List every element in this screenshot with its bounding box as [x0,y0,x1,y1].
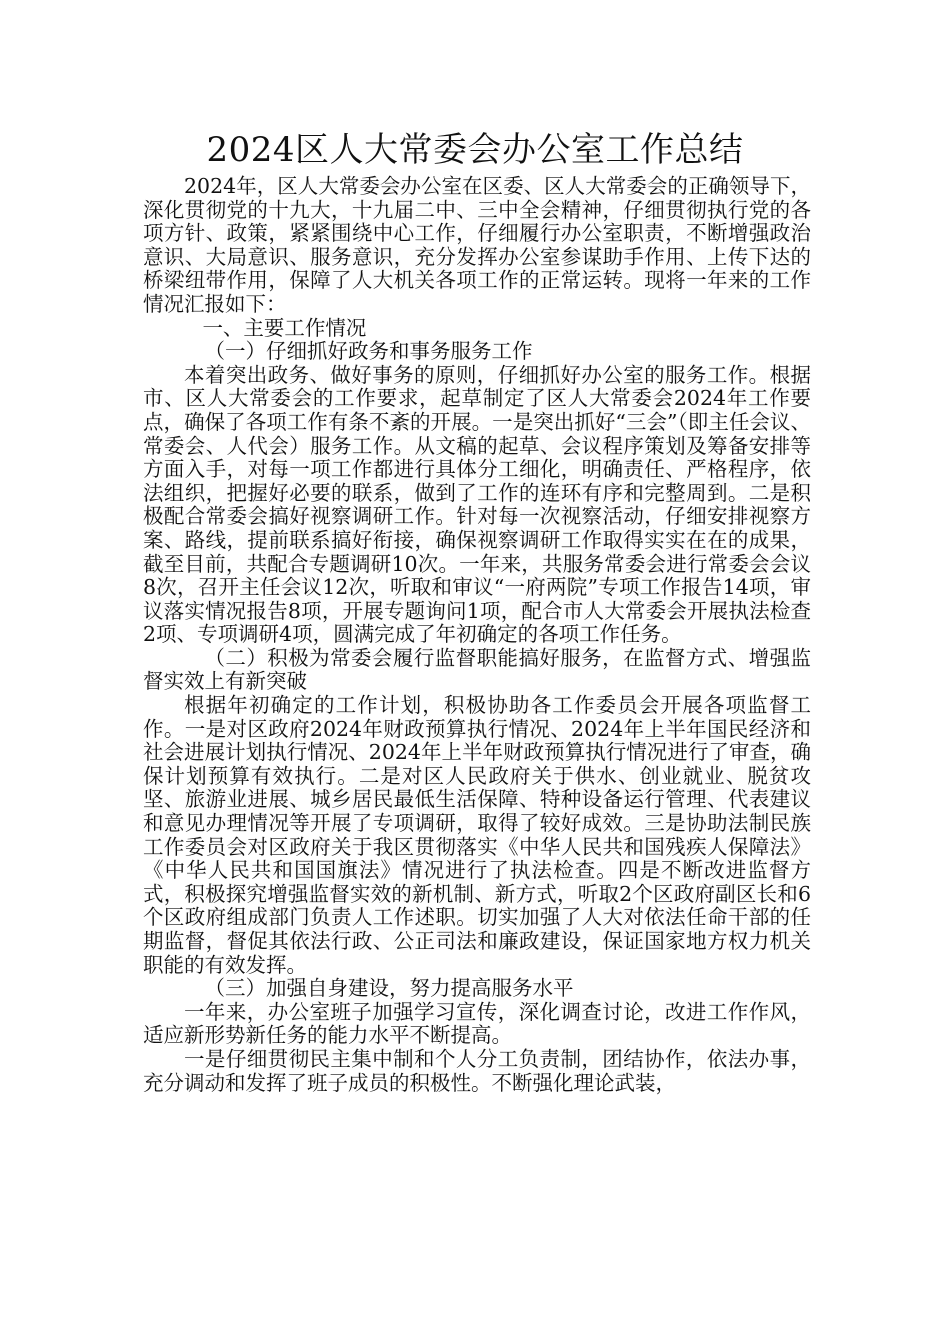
body-paragraph-supervision: 根据年初确定的工作计划，积极协助各工作委员会开展各项监督工作。一是对区政府2024年财政预算执行情况、2024年上半年国民经济和社会进展计划执行情况、2024年上半年财政预算执行情况进行了审查，确保计划预算有效执行。二是对区人民政府关于供水、创业就业、脱贫攻坚、旅游业进展、城乡居民最低生活保障、特种设备运行管理、代表建议和意见办理情况等开展了专项调研，取得了较好成效。三是协助法制民族工作委员会对区政府关于我区贯彻落实《中华人民共和国残疾人保障法》《中华人民共和国国旗法》情况进行了执法检查。四是不断改进监督方式，积极探究增强监督实效的新机制、新方式，听取2个区政府副区长和6个区政府组成部门负责人工作述职。切实加强了人大对依法任命干部的任期监督，督促其依法行政、公正司法和廉政建设，保证国家地方权力机关职能的有效发挥。 [143,693,811,977]
document-title: 2024区人大常委会办公室工作总结 [206,130,744,170]
subsection-heading-3: （三）加强自身建设，努力提高服务水平 [204,976,574,1001]
body-paragraph-democratic-centralism: 一是仔细贯彻民主集中制和个人分工负责制，团结协作，依法办事，充分调动和发挥了班子成员的积极性。不断强化理论武装， [143,1046,811,1095]
body-paragraph-self-building: 一年来，办公室班子加强学习宣传，深化调查讨论，改进工作作风，适应新形势新任务的能力水平不断提高。 [143,999,811,1048]
intro-paragraph: 2024年，区人大常委会办公室在区委、区人大常委会的正确领导下，深化贯彻党的十九大，十九届二中、三中全会精神，仔细贯彻执行党的各项方针、政策，紧紧围绕中心工作，仔细履行办公室职责，不断增强政治意识、大局意识、服务意识，充分发挥办公室参谋助手作用、上传下达的桥梁纽带作用，保障了人大机关各项工作的正常运转。现将一年来的工作情况汇报如下： [143,174,811,316]
document-body [143,175,811,1095]
body-paragraph-service-work: 本着突出政务、做好事务的原则，仔细抓好办公室的服务工作。根据市、区人大常委会的工作要求，起草制定了区人大常委会2024年工作要点，确保了各项工作有条不紊的开展。一是突出抓好“三会”（即主任会议、常委会、人代会）服务工作。从文稿的起草、会议程序策划及筹备安排等方面入手，对每一项工作都进行具体分工细化，明确责任、严格程序，依法组织，把握好必要的联系，做到了工作的连环有序和完整周到。二是积极配合常委会搞好视察调研工作。针对每一次视察活动，仔细安排视察方案、路线，提前联系搞好衔接，确保视察调研工作取得实实在在的成果，截至目前，共配合专题调研10次。一年来，共服务常委会进行常委会会议8次，召开主任会议12次，听取和审议“一府两院”专项工作报告14项，审议落实情况报告8项，开展专题询问1项，配合市人大常委会开展执法检查2项、专项调研4项，圆满完成了年初确定的各项工作任务。 [143,362,811,647]
subsection-heading-1: （一）仔细抓好政务和事务服务工作 [204,339,533,364]
section-heading-main-work: 一、主要工作情况 [202,315,367,340]
subsection-heading-2: （二）积极为常委会履行监督职能搞好服务，在监督方式、增强监督实效上有新突破 [143,645,811,694]
